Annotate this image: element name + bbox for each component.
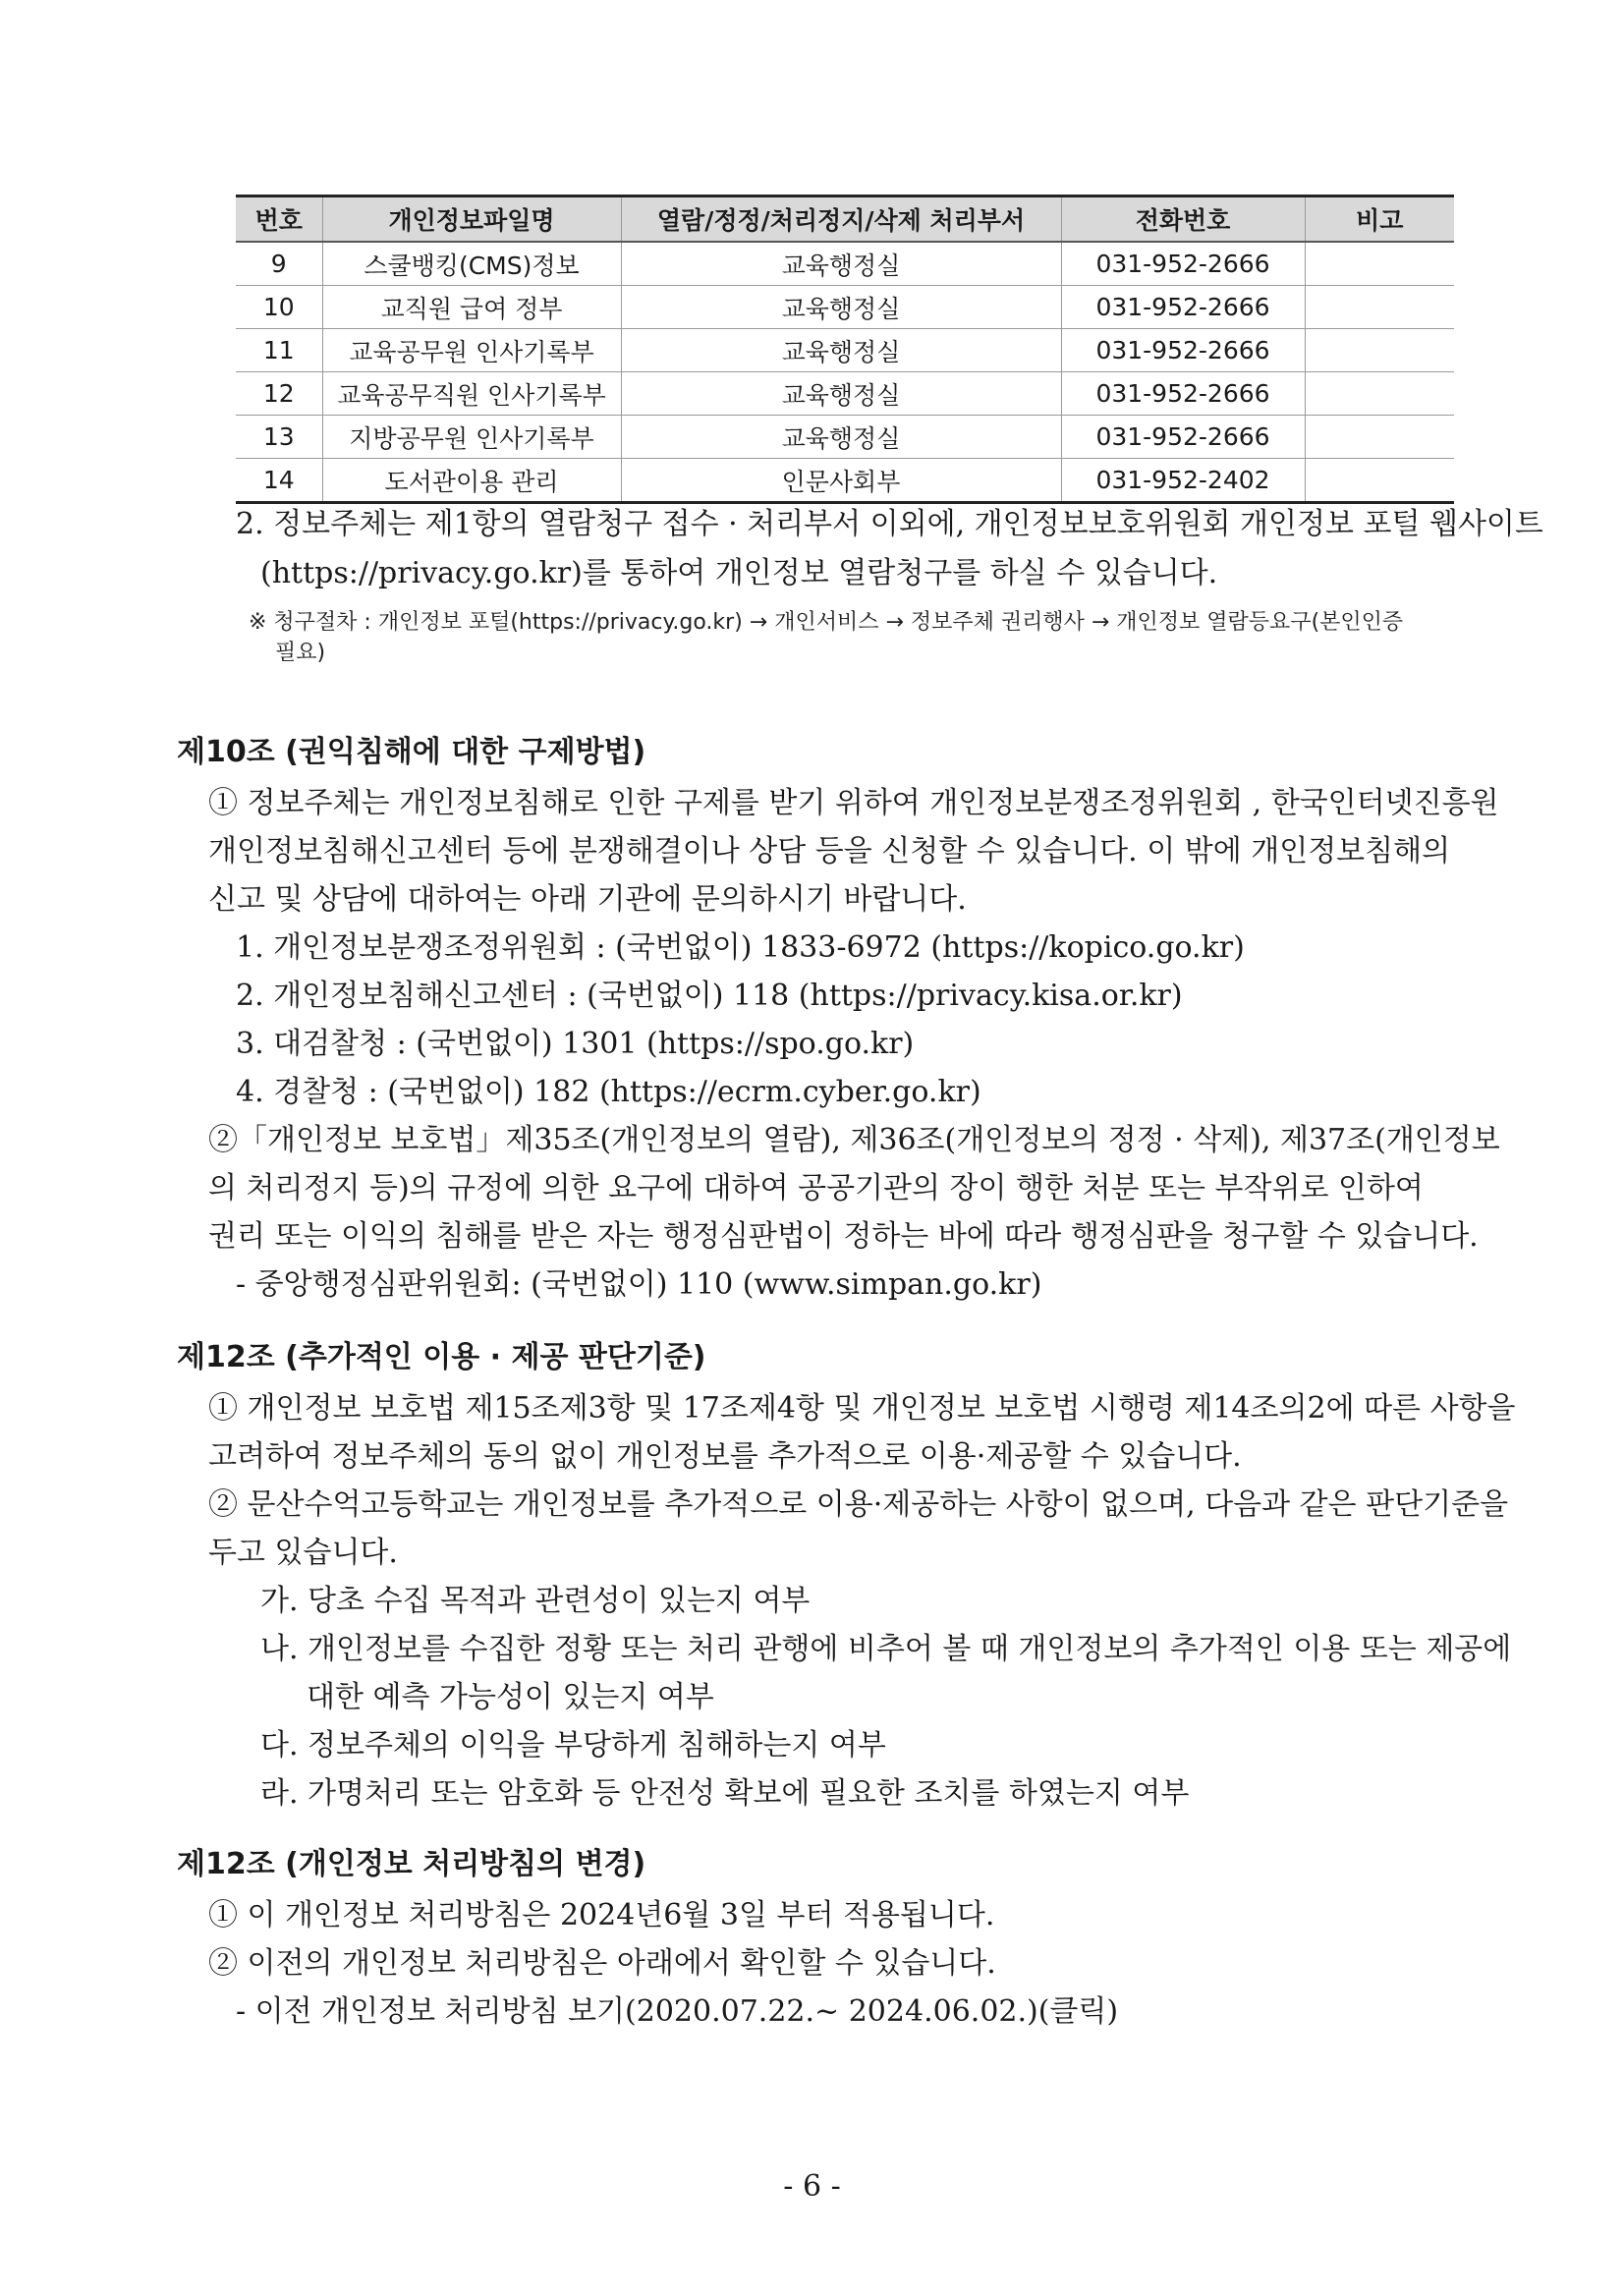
- cell-department: 교육행정실: [621, 242, 1061, 286]
- art10-list-item: 1. 개인정보분쟁조정위원회 : (국번없이) 1833-6972 (https://kopico.go.kr): [236, 930, 1245, 965]
- cell-remarks: [1305, 416, 1454, 459]
- art10-p1-line2: 개인정보침해신고센터 등에 분쟁해결이나 상담 등을 신청할 수 있습니다. 이 밖에 개인정보침해의: [208, 834, 1451, 868]
- procedure-note-line2: 필요): [275, 641, 326, 665]
- cell-phone: 031-952-2666: [1061, 286, 1305, 329]
- personal-info-file-table: [236, 195, 1454, 504]
- cell-number: 11: [236, 329, 322, 372]
- table-header-row: [236, 196, 1454, 243]
- art12a-p1-line1: ① 개인정보 보호법 제15조제3항 및 17조제4항 및 개인정보 보호법 시행령 제14조의2에 따른 사항을: [208, 1391, 1516, 1426]
- table-row: [236, 416, 1454, 459]
- cell-number: 14: [236, 459, 322, 503]
- cell-file-name: 교육공무직원 인사기록부: [322, 372, 621, 416]
- table-row: [236, 286, 1454, 329]
- art12a-p2-line2: 두고 있습니다.: [208, 1536, 398, 1570]
- criterion-da: 다. 정보주체의 이익을 부당하게 침해하는지 여부: [260, 1728, 886, 1763]
- art12a-p2-line1: ② 문산수억고등학교는 개인정보를 추가적으로 이용·제공하는 사항이 없으며, 다음과 같은 판단기준을: [208, 1487, 1509, 1522]
- art10-list-item: 4. 경찰청 : (국번없이) 182 (https://ecrm.cyber.go.kr): [236, 1075, 981, 1109]
- header-department: 열람/정정/처리정지/삭제 처리부서: [621, 196, 1061, 243]
- article12-policy-change-title: 제12조 (개인정보 처리방침의 변경): [177, 1847, 646, 1881]
- page-number: - 6 -: [783, 2169, 841, 2204]
- procedure-note-line1: ※ 청구절차 : 개인정보 포털(https://privacy.go.kr) → 개인서비스 → 정보주체 권리행사 → 개인정보 열람등요구(본인인증: [249, 610, 1404, 635]
- article12-additional-use-title: 제12조 (추가적인 이용 · 제공 판단기준): [177, 1340, 706, 1374]
- header-phone: 전화번호: [1061, 196, 1305, 243]
- art10-p2-line2: 의 처리정지 등)의 규정에 의한 요구에 대하여 공공기관의 장이 행한 처분 또는 부작위로 인하여: [208, 1171, 1424, 1205]
- table-row: [236, 242, 1454, 286]
- cell-department: 교육행정실: [621, 372, 1061, 416]
- criterion-na-line2: 대한 예측 가능성이 있는지 여부: [307, 1680, 714, 1714]
- cell-file-name: 스쿨뱅킹(CMS)정보: [322, 242, 621, 286]
- cell-department: 교육행정실: [621, 286, 1061, 329]
- cell-phone: 031-952-2402: [1061, 459, 1305, 503]
- cell-number: 9: [236, 242, 322, 286]
- cell-number: 12: [236, 372, 322, 416]
- art12b-p2: ② 이전의 개인정보 처리방침은 아래에서 확인할 수 있습니다.: [208, 1946, 996, 1981]
- table-row: [236, 372, 1454, 416]
- cell-department: 교육행정실: [621, 329, 1061, 372]
- art12a-p1-line2: 고려하여 정보주체의 동의 없이 개인정보를 추가적으로 이용·제공할 수 있습니다.: [208, 1439, 1242, 1474]
- cell-department: 인문사회부: [621, 459, 1061, 503]
- cell-phone: 031-952-2666: [1061, 416, 1305, 459]
- criterion-na-line1: 나. 개인정보를 수집한 정황 또는 처리 관행에 비추어 볼 때 개인정보의 추가적인 이용 또는 제공에: [260, 1632, 1512, 1666]
- cell-phone: 031-952-2666: [1061, 329, 1305, 372]
- art10-p1-line1: ① 정보주체는 개인정보침해로 인한 구제를 받기 위하여 개인정보분쟁조정위원회 , 한국인터넷진흥원: [208, 786, 1499, 820]
- art10-p2-line4: - 중앙행정심판위원회: (국번없이) 110 (www.simpan.go.kr): [236, 1267, 1042, 1302]
- cell-phone: 031-952-2666: [1061, 242, 1305, 286]
- cell-file-name: 교직원 급여 정부: [322, 286, 621, 329]
- cell-remarks: [1305, 329, 1454, 372]
- cell-remarks: [1305, 372, 1454, 416]
- criterion-ra: 라. 가명처리 또는 암호화 등 안전성 확보에 필요한 조치를 하였는지 여부: [260, 1776, 1190, 1811]
- cell-remarks: [1305, 459, 1454, 503]
- previous-policy-link[interactable]: - 이전 개인정보 처리방침 보기(2020.07.22.~ 2024.06.02.)(클릭): [236, 1994, 1119, 2029]
- art10-list-item: 2. 개인정보침해신고센터 : (국번없이) 118 (https://privacy.kisa.or.kr): [236, 979, 1183, 1013]
- table-row: [236, 459, 1454, 503]
- cell-remarks: [1305, 286, 1454, 329]
- art10-p1-line3: 신고 및 상담에 대하여는 아래 기관에 문의하시기 바랍니다.: [208, 882, 967, 917]
- cell-remarks: [1305, 242, 1454, 286]
- criterion-ga: 가. 당초 수집 목적과 관련성이 있는지 여부: [260, 1584, 811, 1618]
- header-number: 번호: [236, 196, 322, 243]
- cell-file-name: 지방공무원 인사기록부: [322, 416, 621, 459]
- cell-file-name: 도서관이용 관리: [322, 459, 621, 503]
- header-remarks: 비고: [1305, 196, 1454, 243]
- art10-p2-line1: ②「개인정보 보호법」제35조(개인정보의 열람), 제36조(개인정보의 정정 · 삭제), 제37조(개인정보: [208, 1123, 1500, 1157]
- art10-p2-line3: 권리 또는 이익의 침해를 받은 자는 행정심판법이 정하는 바에 따라 행정심판을 청구할 수 있습니다.: [208, 1219, 1479, 1254]
- cell-department: 교육행정실: [621, 416, 1061, 459]
- cell-number: 13: [236, 416, 322, 459]
- cell-number: 10: [236, 286, 322, 329]
- item2-line1: 2. 정보주체는 제1항의 열람청구 접수 · 처리부서 이외에, 개인정보보호위원회 개인정보 포털 웹사이트: [236, 507, 1543, 541]
- art10-list-item: 3. 대검찰청 : (국번없이) 1301 (https://spo.go.kr): [236, 1027, 915, 1061]
- cell-file-name: 교육공무원 인사기록부: [322, 329, 621, 372]
- article10-title: 제10조 (권익침해에 대한 구제방법): [177, 735, 646, 769]
- cell-phone: 031-952-2666: [1061, 372, 1305, 416]
- art12b-p1: ① 이 개인정보 처리방침은 2024년6월 3일 부터 적용됩니다.: [208, 1898, 995, 1932]
- table-row: [236, 329, 1454, 372]
- header-file-name: 개인정보파일명: [322, 196, 621, 243]
- item2-line2: (https://privacy.go.kr)를 통하여 개인정보 열람청구를 하실 수 있습니다.: [260, 556, 1218, 590]
